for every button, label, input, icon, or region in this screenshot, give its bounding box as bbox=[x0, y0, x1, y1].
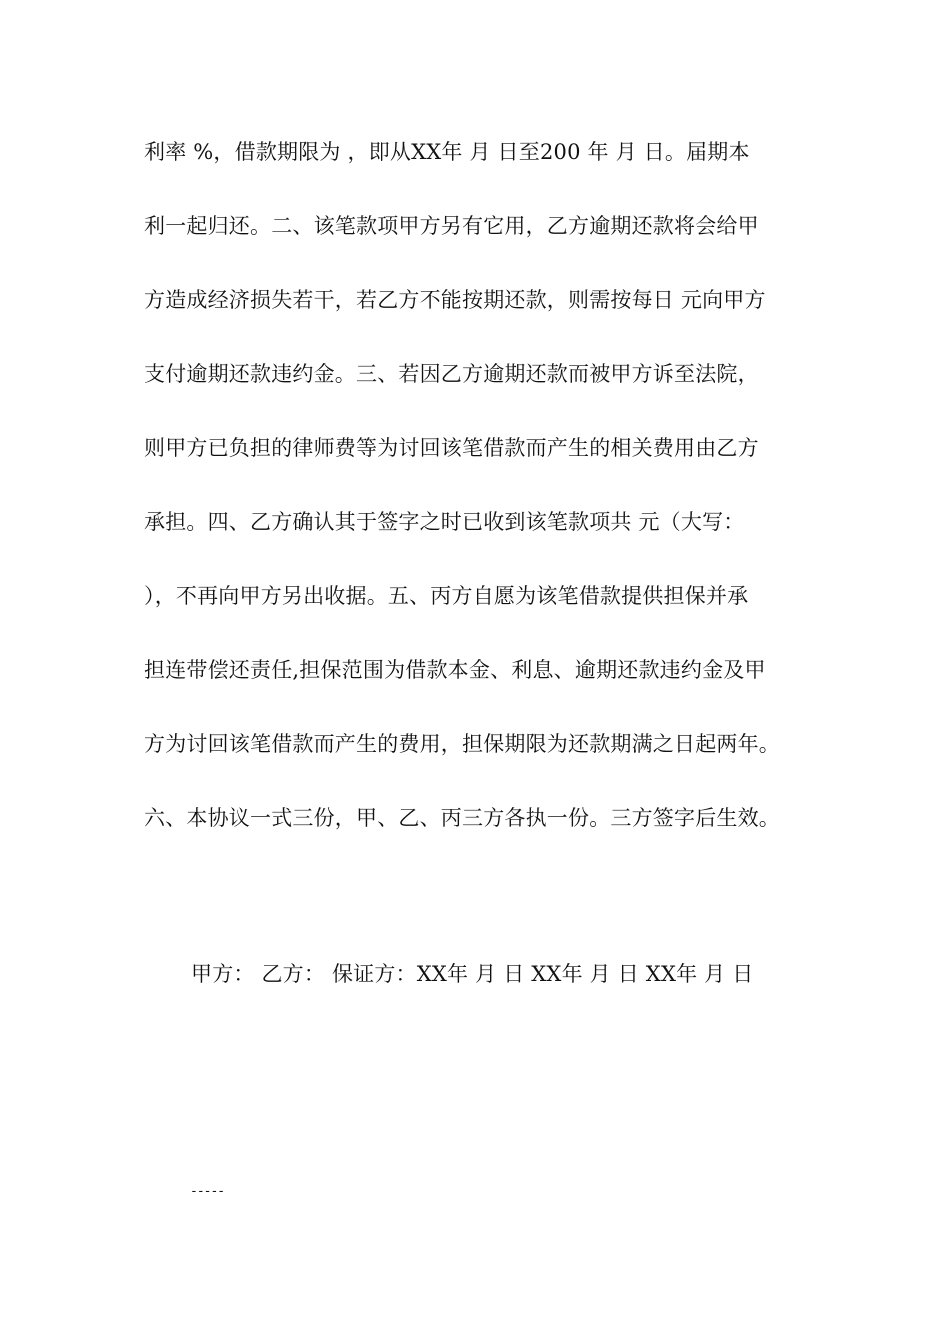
footer-dash-mark: ----- bbox=[190, 1184, 225, 1199]
agreement-body bbox=[144, 126, 824, 866]
body-line-5: 则甲方已负担的律师费等为讨回该笔借款而产生的相关费用由乙方 bbox=[144, 436, 759, 460]
body-line-9: 方为讨回该笔借款而产生的费用，担保期限为还款期满之日起两年。 bbox=[144, 732, 780, 756]
body-line-1: 利率 %，借款期限为 ，即从XX年 月 日至200 年 月 日。届期本 bbox=[144, 140, 750, 164]
signature-line: 甲方： 乙方： 保证方：XX年 月 日 XX年 月 日 XX年 月 日 bbox=[191, 962, 754, 986]
body-line-2: 利一起归还。二、该笔款项甲方另有它用，乙方逾期还款将会给甲 bbox=[144, 214, 759, 238]
body-line-7: ），不再向甲方另出收据。五、丙方自愿为该笔借款提供担保并承 bbox=[144, 584, 749, 608]
body-line-3: 方造成经济损失若干，若乙方不能按期还款，则需按每日 元向甲方 bbox=[144, 288, 766, 312]
body-line-6: 承担。四、乙方确认其于签字之时已收到该笔款项共 元（大写： bbox=[144, 510, 745, 534]
body-line-8: 担连带偿还责任,担保范围为借款本金、利息、逾期还款违约金及甲 bbox=[144, 658, 766, 682]
body-line-10: 六、本协议一式三份，甲、乙、丙三方各执一份。三方签字后生效。 bbox=[144, 806, 780, 830]
body-line-4: 支付逾期还款违约金。三、若因乙方逾期还款而被甲方诉至法院， bbox=[144, 362, 759, 386]
